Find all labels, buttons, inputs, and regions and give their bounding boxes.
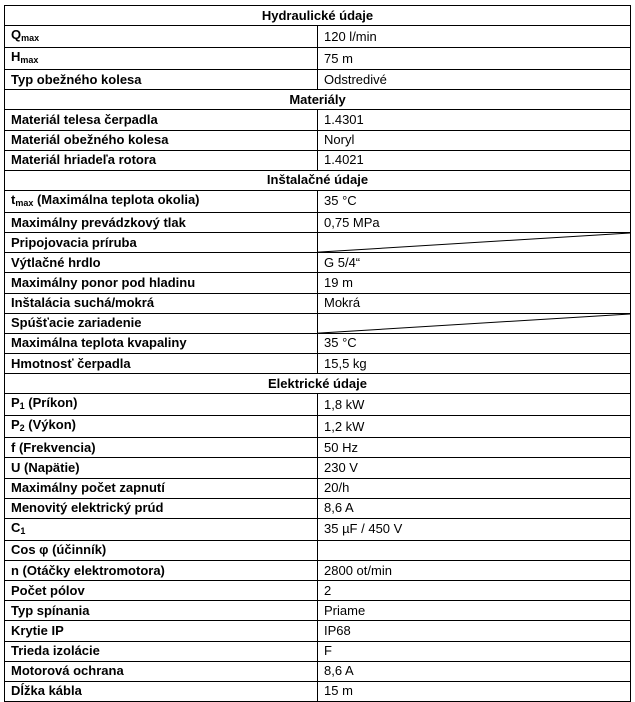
spec-label-text: Trieda izolácie [11,643,100,659]
spec-row [5,581,631,601]
spec-value: Mokrá [318,293,631,313]
spec-label-subscript: max [15,197,34,208]
spec-row [5,601,631,621]
spec-label-text: Krytie IP [11,622,64,638]
spec-label [5,48,318,70]
spec-label-text: Výtlačné hrdlo [11,254,101,270]
spec-row [5,416,631,438]
spec-label-text: f (Frekvencia) [11,439,96,455]
spec-label [5,581,318,601]
spec-row [5,394,631,416]
spec-row [5,110,631,130]
spec-label [5,313,318,333]
spec-label-text: Typ obežného kolesa [11,71,142,87]
not-applicable-slash [318,233,630,252]
spec-row [5,540,631,560]
spec-label-text: Dĺžka kábla [11,683,82,699]
spec-label [5,560,318,580]
section-header-row [5,170,631,190]
spec-row [5,661,631,681]
spec-label [5,518,318,540]
spec-label-text: Motorová ochrana [11,663,124,679]
spec-row [5,26,631,48]
spec-label [5,478,318,498]
spec-label-text: Pripojovacia príruba [11,234,137,250]
spec-value: 1.4021 [318,150,631,170]
slash-line [318,233,630,252]
spec-row [5,293,631,313]
spec-row [5,212,631,232]
spec-label [5,661,318,681]
spec-label-text: t [11,191,16,207]
spec-label [5,641,318,661]
spec-label-text: Inštalácia suchá/mokrá [11,295,155,311]
section-title: Hydraulické údaje [5,6,631,26]
spec-label-text: Počet pólov [11,582,85,598]
spec-label [5,293,318,313]
spec-value: Priame [318,601,631,621]
spec-value: Noryl [318,130,631,150]
spec-label-text: n (Otáčky elektromotora) [11,562,165,578]
section-header-row [5,90,631,110]
spec-label-text: Materiál obežného kolesa [11,132,169,148]
spec-label [5,438,318,458]
not-applicable-slash [318,314,630,333]
spec-label-text: Materiál hriadeľa rotora [11,152,157,168]
spec-label-suffix: (Príkon) [24,395,78,411]
spec-label [5,540,318,560]
spec-label [5,212,318,232]
spec-label-subscript: 1 [19,401,25,412]
spec-label-suffix: (Maximálna teplota okolia) [33,191,200,207]
spec-label [5,333,318,353]
spec-label [5,233,318,253]
spec-value: 230 V [318,458,631,478]
spec-label [5,253,318,273]
spec-label [5,130,318,150]
spec-row [5,150,631,170]
spec-value: 120 l/min [318,26,631,48]
section-title: Inštalačné údaje [5,170,631,190]
spec-label [5,70,318,90]
spec-label-subscript: max [20,55,39,66]
spec-row [5,48,631,70]
spec-row [5,560,631,580]
spec-value: 2 [318,581,631,601]
spec-label [5,621,318,641]
spec-label-text: Materiál telesa čerpadla [11,111,158,127]
spec-row [5,353,631,373]
spec-row [5,253,631,273]
spec-label-text: P [11,395,20,411]
spec-label [5,416,318,438]
spec-value: 15,5 kg [318,353,631,373]
spec-label [5,26,318,48]
spec-row [5,130,631,150]
spec-label [5,458,318,478]
spec-label [5,353,318,373]
spec-label [5,394,318,416]
spec-label-text: Maximálny počet zapnutí [11,480,165,496]
spec-label-text: Maximálny ponor pod hladinu [11,274,196,290]
spec-row [5,190,631,212]
spec-label-text: Q [11,27,22,43]
spec-value: 8,6 A [318,498,631,518]
spec-row [5,273,631,293]
spec-row [5,681,631,701]
spec-value: 50 Hz [318,438,631,458]
spec-label [5,190,318,212]
spec-value: G 5/4“ [318,253,631,273]
spec-label [5,498,318,518]
spec-value: 35 µF / 450 V [318,518,631,540]
spec-row [5,518,631,540]
spec-label [5,601,318,621]
spec-row [5,333,631,353]
spec-value: 2800 ot/min [318,560,631,580]
spec-value: 35 °C [318,190,631,212]
spec-label-text: P [11,417,20,433]
spec-label-text: Cos φ (účinník) [11,542,107,558]
spec-label-suffix: (Výkon) [24,417,76,433]
spec-value: IP68 [318,621,631,641]
spec-row [5,233,631,253]
spec-value [318,540,631,560]
spec-row [5,70,631,90]
slash-line [318,314,630,333]
spec-row [5,313,631,333]
spec-table-body [5,6,631,702]
spec-row [5,641,631,661]
spec-value: 20/h [318,478,631,498]
spec-row [5,498,631,518]
section-title: Elektrické údaje [5,374,631,394]
spec-label [5,681,318,701]
spec-row [5,458,631,478]
spec-value: 0,75 MPa [318,212,631,232]
spec-label [5,110,318,130]
spec-label-text: Typ spínania [11,602,90,618]
spec-value: 15 m [318,681,631,701]
spec-value-not-applicable [318,313,631,333]
section-header-row [5,374,631,394]
spec-row [5,478,631,498]
spec-label-subscript: max [21,33,40,44]
spec-row [5,438,631,458]
spec-value: 1.4301 [318,110,631,130]
spec-label-text: H [11,49,21,65]
spec-value: 75 m [318,48,631,70]
spec-label-text: Spúšťacie zariadenie [11,315,142,331]
spec-value: Odstredivé [318,70,631,90]
spec-label-text: Hmotnosť čerpadla [11,355,131,371]
spec-row [5,621,631,641]
spec-value: 19 m [318,273,631,293]
spec-label-subscript: 1 [20,525,26,536]
spec-label-subscript: 2 [19,423,25,434]
spec-label-text: Maximálny prevádzkový tlak [11,214,186,230]
spec-value: 8,6 A [318,661,631,681]
spec-value-not-applicable [318,233,631,253]
spec-value: 1,2 kW [318,416,631,438]
spec-label-text: U (Napätie) [11,459,80,475]
spec-label [5,273,318,293]
section-title: Materiály [5,90,631,110]
spec-value: F [318,641,631,661]
pump-spec-table [4,5,631,702]
spec-value: 35 °C [318,333,631,353]
spec-value: 1,8 kW [318,394,631,416]
spec-label [5,150,318,170]
spec-label-text: Maximálna teplota kvapaliny [11,335,187,351]
spec-label-text: Menovitý elektrický prúd [11,500,164,516]
section-header-row [5,6,631,26]
spec-label-text: C [11,519,21,535]
